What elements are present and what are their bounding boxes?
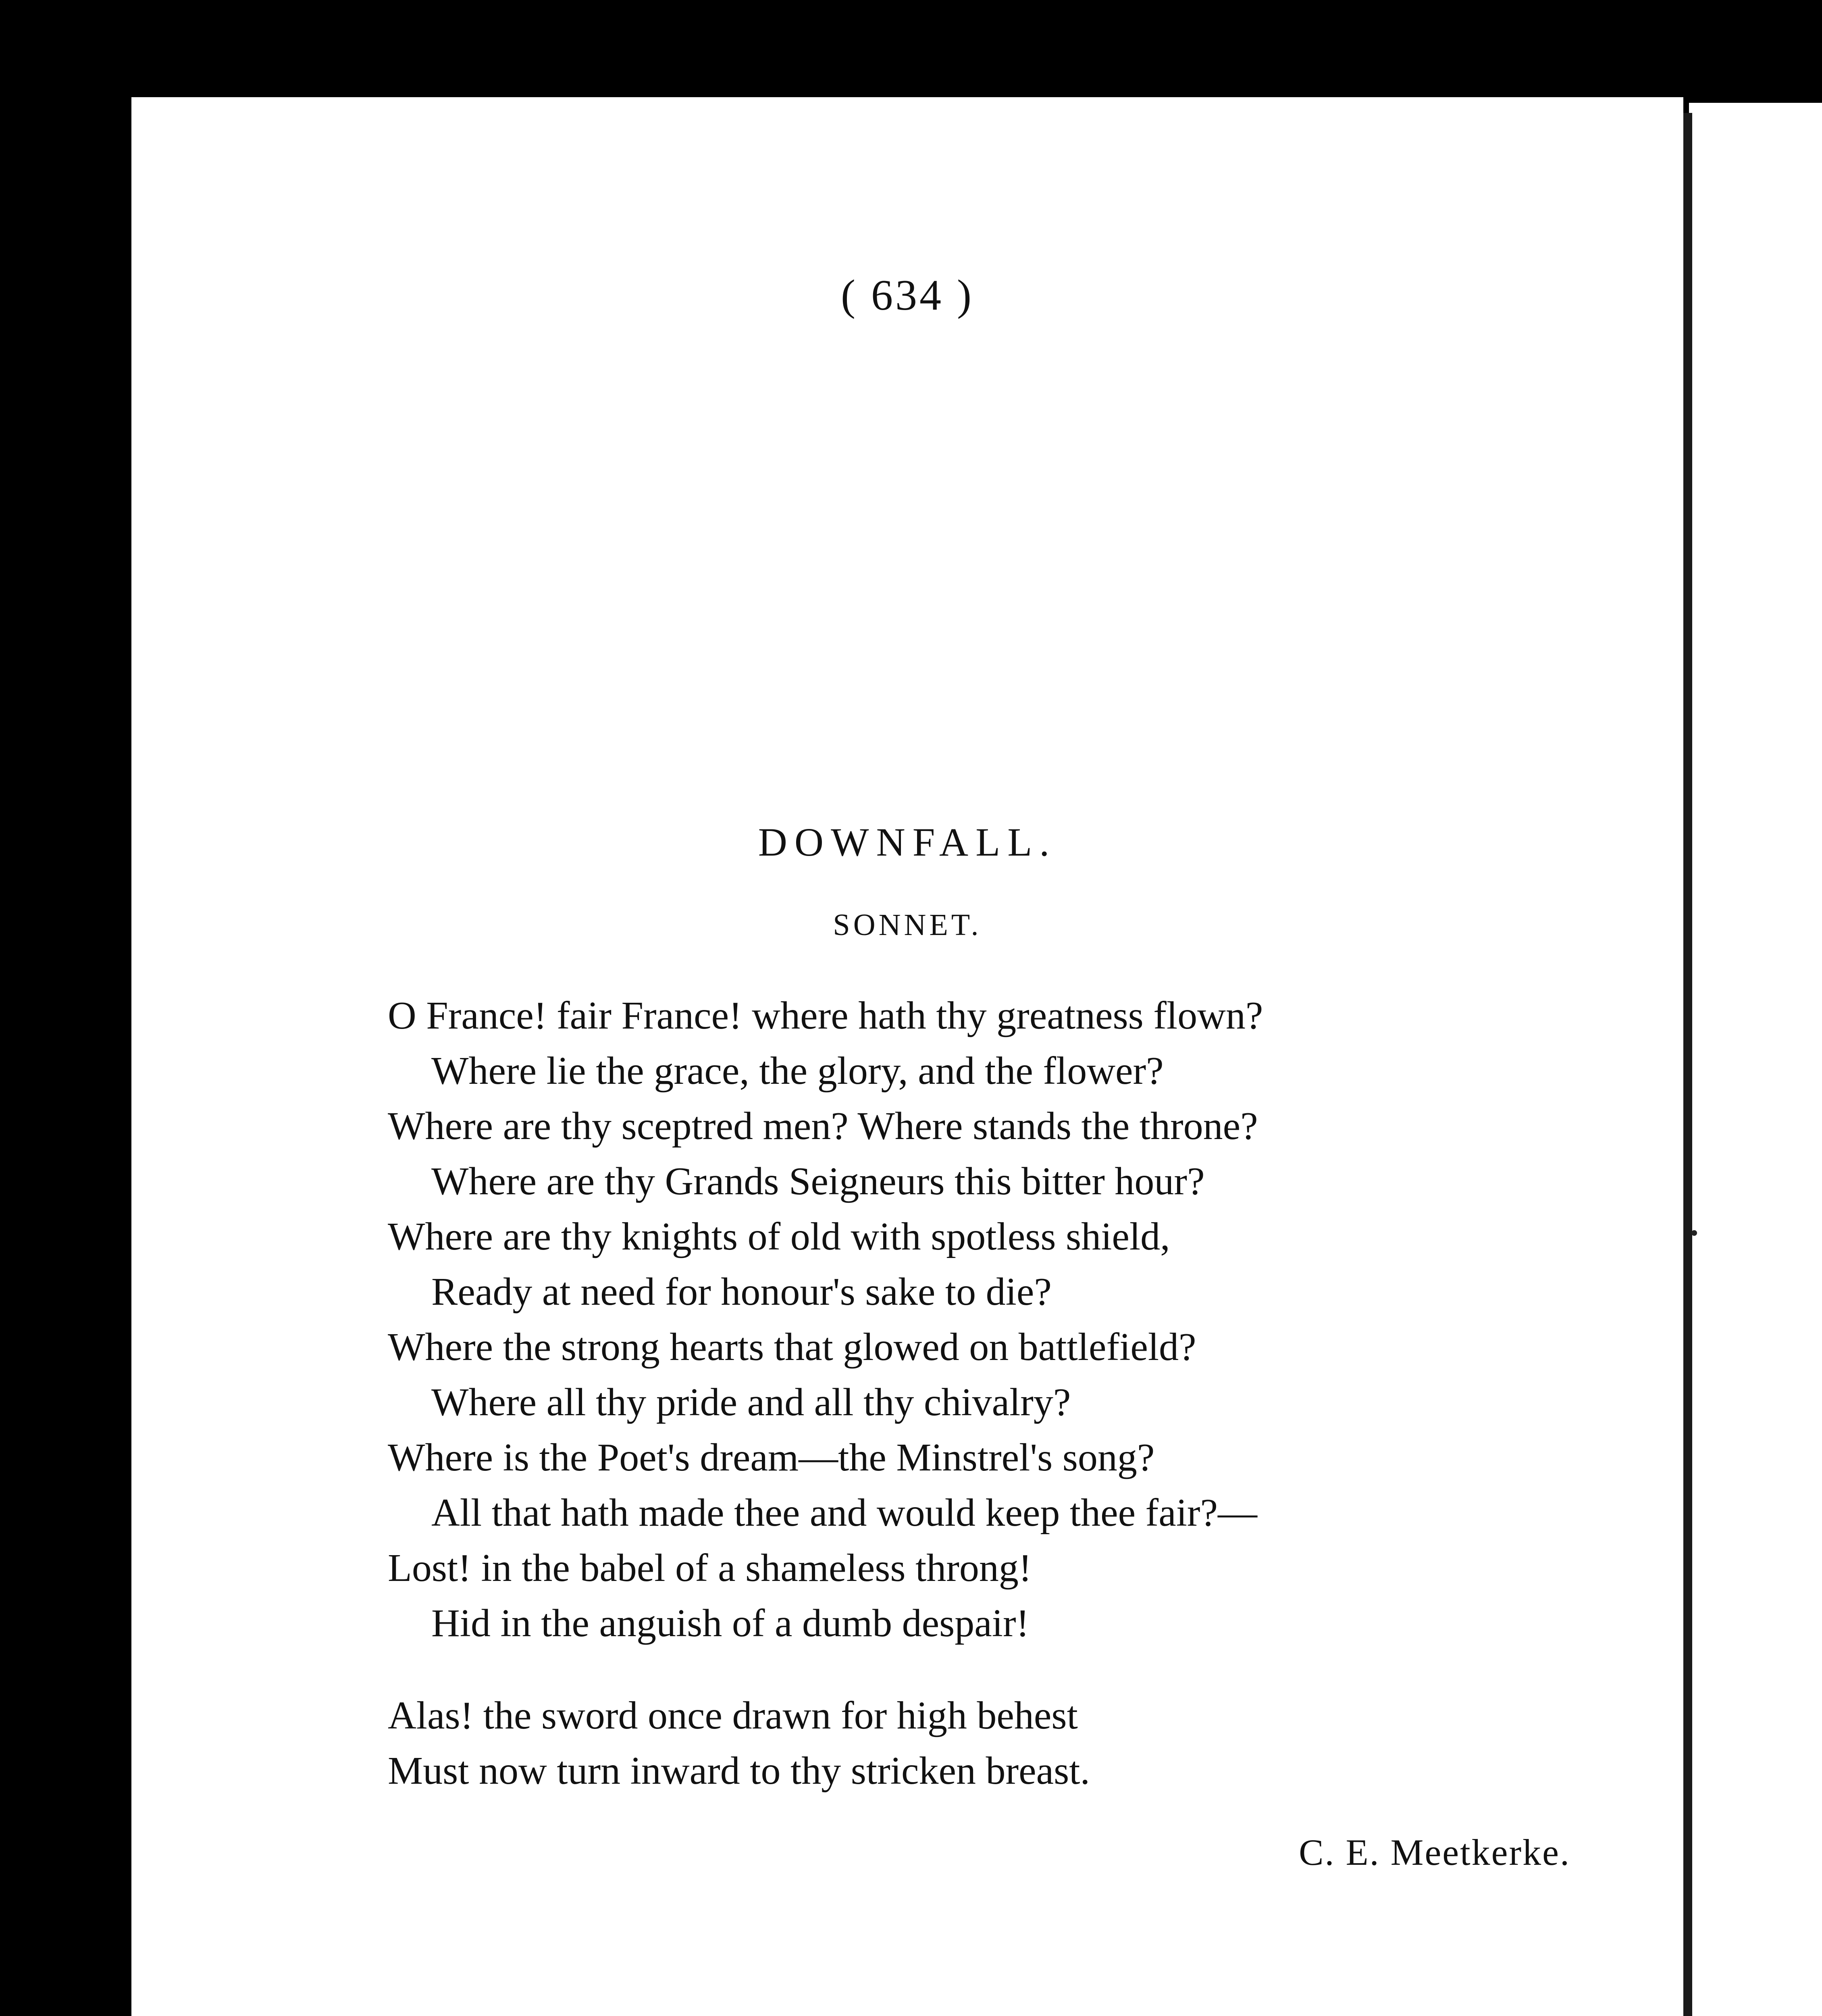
poem-line: Ready at need for honour's sake to die? (431, 1270, 1052, 1314)
poem-line: All that hath made thee and would keep thee fair?— (431, 1491, 1258, 1535)
couplet-line: Alas! the sword once drawn for high behest (388, 1694, 1078, 1737)
couplet-line: Must now turn inward to thy stricken breast. (388, 1749, 1090, 1793)
poem-subtitle: SONNET. (833, 908, 982, 942)
poem-title: DOWNFALL. (758, 820, 1057, 864)
poem-line: Where lie the grace, the glory, and the flower? (431, 1049, 1164, 1093)
poem-author: C. E. Meetkerke. (1299, 1832, 1570, 1873)
poem-line: Where the strong hearts that glowed on battlefield? (388, 1325, 1196, 1369)
closing-couplet (388, 1688, 1678, 1799)
poem-line: Where are thy sceptred men? Where stands the throne? (388, 1104, 1258, 1148)
poem-line: Where are thy Grands Seigneurs this bitter hour? (431, 1160, 1205, 1203)
poem-line: Hid in the anguish of a dumb despair! (431, 1602, 1030, 1645)
poem-line: Where all thy pride and all thy chivalry? (431, 1381, 1071, 1424)
poem-body (388, 988, 1678, 1799)
book-page (131, 97, 1683, 2016)
poem-line: O France! fair France! where hath thy greatness flown? (388, 994, 1263, 1037)
page-gutter (1683, 113, 1692, 2016)
sonnet-stanza (388, 988, 1678, 1651)
poem-line: Where is the Poet's dream—the Minstrel's song? (388, 1436, 1155, 1479)
poem-line: Where are thy knights of old with spotless shield, (388, 1215, 1170, 1258)
facing-page-edge (1689, 103, 1822, 2016)
poem-line: Lost! in the babel of a shameless throng! (388, 1546, 1032, 1590)
scan-speck (1691, 1230, 1697, 1236)
page-number: ( 634 ) (841, 271, 974, 319)
